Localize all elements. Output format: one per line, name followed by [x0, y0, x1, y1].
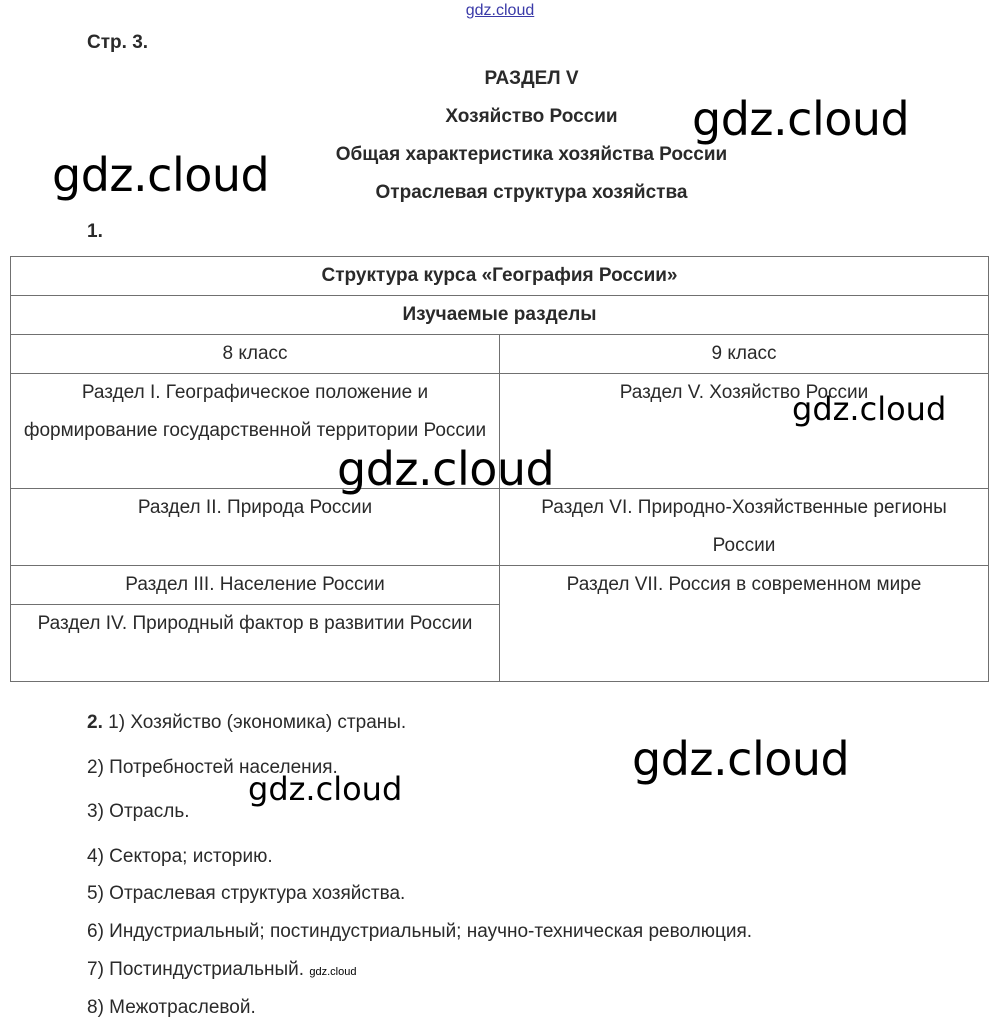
table-cell: Раздел V. Хозяйство России [500, 374, 989, 489]
list-item: 8) Межотраслевой. [87, 997, 256, 1018]
column-header-9-class: 9 класс [500, 335, 989, 374]
section-title: Хозяйство России [445, 106, 618, 127]
section-subtitle-2: Отраслевая структура хозяйства [375, 182, 688, 203]
list-item [87, 959, 356, 981]
task-1-number: 1. [87, 221, 103, 242]
task-2-number: 2. [87, 712, 103, 733]
table-cell: Раздел I. Географическое положение и формирование государственной территории России [11, 374, 500, 489]
table-row [11, 489, 989, 566]
watermark-small: gdz.cloud [309, 966, 357, 978]
watermark: gdz.cloud [248, 770, 403, 808]
page-label: Стр. 3. [87, 32, 149, 53]
watermark: gdz.cloud [337, 442, 555, 496]
watermark: gdz.cloud [692, 92, 910, 146]
table-cell: Раздел IV. Природный фактор в развитии России [11, 605, 500, 682]
list-item: 3) Отрасль. [87, 801, 190, 822]
table-subtitle: Изучаемые разделы [11, 296, 989, 335]
list-item: 6) Индустриальный; постиндустриальный; научно-техническая революция. [87, 921, 753, 942]
table-row [11, 335, 989, 374]
table-cell: Раздел VII. Россия в современном мире [500, 566, 989, 682]
section-heading: РАЗДЕЛ V [484, 68, 579, 89]
list-item: 4) Сектора; историю. [87, 846, 273, 867]
table-row [11, 296, 989, 335]
section-subtitle-1: Общая характеристика хозяйства России [335, 144, 728, 165]
watermark: gdz.cloud [792, 390, 947, 428]
watermark: gdz.cloud [632, 732, 850, 786]
watermark-top[interactable]: gdz.cloud [465, 2, 535, 19]
watermark: gdz.cloud [52, 148, 270, 202]
table-cell: Раздел II. Природа России [11, 489, 500, 566]
table-cell: Раздел III. Население России [11, 566, 500, 605]
table-cell: Раздел VI. Природно-Хозяйственные регионы России [500, 489, 989, 566]
answer-text: 7) Постиндустриальный. [87, 959, 305, 980]
list-item: 2) Потребностей населения. [87, 757, 338, 778]
table-row [11, 566, 989, 605]
list-item [87, 712, 406, 734]
column-header-8-class: 8 класс [11, 335, 500, 374]
answer-text: 1) Хозяйство (экономика) страны. [108, 712, 407, 733]
table-title: Структура курса «География России» [11, 257, 989, 296]
table-row [11, 257, 989, 296]
list-item: 5) Отраслевая структура хозяйства. [87, 883, 406, 904]
